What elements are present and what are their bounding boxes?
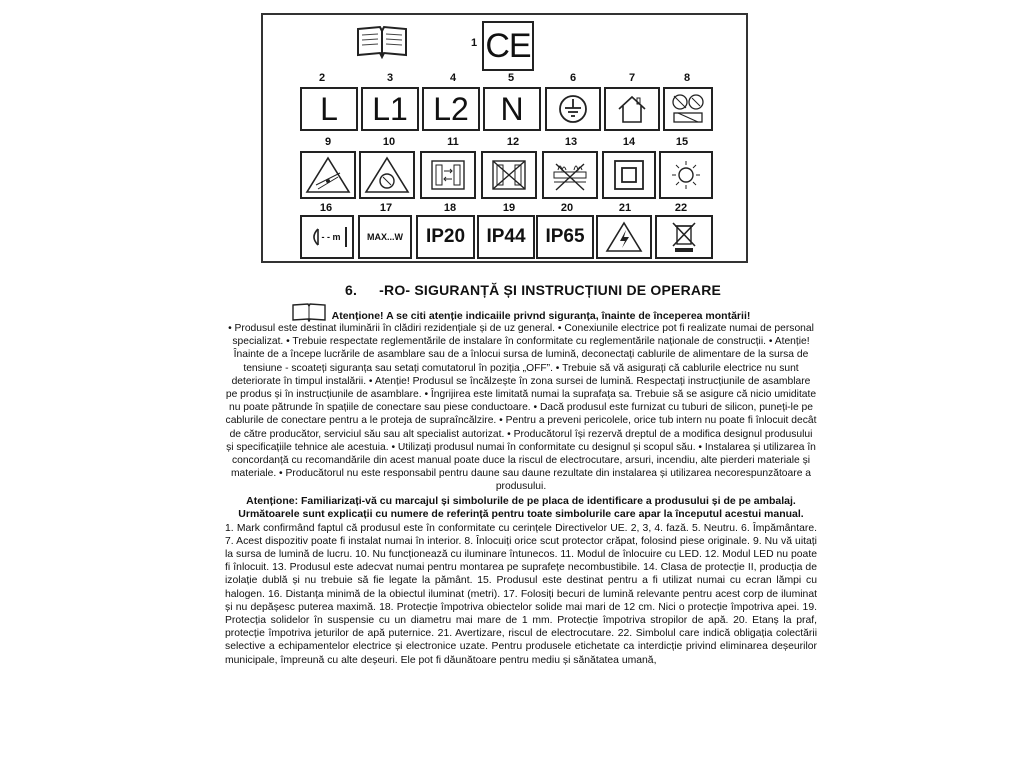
phase-l-text: L — [320, 90, 338, 127]
house-icon — [604, 87, 660, 131]
symbol-number: 12 — [506, 136, 520, 148]
symbol-number: 22 — [674, 202, 688, 214]
electric-shock-warning-icon — [596, 215, 652, 259]
phase-l2-symbol — [422, 87, 480, 131]
neutral-symbol — [483, 87, 541, 131]
symbol-explanations: 1. Mark confirmând faptul că produsul este în conformitate cu cerințele Directivelor UE. 2, 3, 4. fază. 5. Neutru. 6. Împământare. 7. Acest dispozitiv poate fi instalat numai în interior. 8. Înlocuiți orice scut protector crăpat, folosind piese originale. 9. Nu vă uitați la sursa de lumină de lucru. 10. Nu funcționează cu iluminare întunecos. 11. Modul de înlocuire cu LED. 12. Modul LED nu poate fi înlocuit. 13. Produsul este adecvat numai pentru montarea pe suprafețe necombustibile. 14. Clasa de protecție II, producția de izolație dublă și nu trebuie să fie legate la pământ. 15. Produsul este destinat pentru a fi utilizat numai cu ecran lămpi cu halogen. 16. Distanța minimă de la obiectul iluminat (metri). 17. Folosiți becuri de lumină relevante pentru acest corp de iluminat și nu depășesc puterea maximă. 18. Protecție împotriva obiectelor solide mai mari de 12 cm. Nici o protecție împotriva apei. 19. Protecția solidelor în suspensie cu un diametru mai mare de 1 mm. Protecție împotriva stropilor de apă. 20. Etanș la praf, protecție împotriva jeturilor de apă puternice. 21. Avertizare, riscul de electrocutare. 22. Simbolul care indică obligația colectării selective a echipamentelor electrice și electronice uzate. Pentru produsele etichetate ca interdicție privind eliminarea deșeurilor municipale, împreună cu alte deșeuri. Ele pot fi dăunătoare pentru mediu și sănătatea umană, — [225, 522, 817, 666]
ip44-text: IP44 — [486, 226, 526, 247]
non-replaceable-led-icon — [481, 151, 537, 199]
ip44-symbol — [477, 215, 535, 259]
phase-l1-symbol — [361, 87, 419, 131]
flammable-surface-warning-icon — [300, 151, 356, 199]
symbol-number: 9 — [324, 136, 332, 148]
double-insulation-icon — [602, 151, 656, 199]
symbols-notice: Atențione: Familiarizați-vă cu marcajul și simbolurile de pe placa de identificare a produsului și de pe ambalaj. Următoarele sunt explicații cu numere de referință pentru toate simbolurile care apar la începutul acestui manual. — [238, 494, 804, 520]
symbol-panel — [261, 13, 748, 263]
symbol-number: 2 — [318, 72, 326, 84]
symbol-number: 1 — [470, 37, 478, 49]
warning-text: Atențione! A se citi atenție indicaiile privnd siguranța, înainte de începerea montării! — [331, 310, 751, 322]
symbol-number: 3 — [386, 72, 394, 84]
bar-icon — [345, 227, 347, 247]
ip65-text: IP65 — [545, 226, 585, 247]
protective-screen-icon — [659, 151, 713, 199]
ground-icon — [545, 87, 601, 131]
broken-glass-icon — [663, 87, 713, 131]
symbol-number: 20 — [560, 202, 574, 214]
ce-mark-symbol — [482, 21, 534, 71]
section-title — [345, 282, 817, 298]
phase-l1-text: L1 — [372, 90, 408, 127]
safety-paragraph: • Produsul este destinat iluminării în clădiri rezidențiale și de uz general. • Conexiunile electrice pot fi realizate numai de personal specializat. • Trebuie respectate reglementările de instalare în conformitate cu reglementările naționale de construcții. • Atenție! Înainte de a începe lucrările de asamblare sau de a înlocui sursa de lumină, deconectați cablurile de alimentare de la sursa de tensiune - scoateți siguranța sau setați comutatorul în poziția „OFF”. • Trebuie să vă asigurați că cablurile electrice nu sunt deteriorate în timpul instalării. • Atenție! Produsul se încălzește în zona sursei de lumină. Respectați instrucțiunile de asamblare pe produs și în instrucțiunile de asamblare. • Îngrijirea este limitată numai la suprafața sa. Trebuie să se asigure că nicio umiditate nu poate pătrunde în spațiile de conectare sau piese conductoare. • Dacă produsul este furnizat cu tuburi de silicon, puneți-le pe cablurile de conectare pentru a le proteja de supraîncălzire. • Pentru a preveni pericolele, orice tub intern nu poate fi înlocuit decât de către producător, serviciul său sau alt specialist autorizat. • Producătorul își rezervă dreptul de a modifica designul produsului și specificațiile tehnice ale acestuia. • Utilizați produsul numai în conformitate cu designul și scopul său. • Instalarea și utilizarea în concordanță cu recomandările din acest manual poate duce la riscul de electrocutare, arsuri, incendiu, alte pierderi materiale și materiale. • Producătorul nu este responsabil pentru daune sau daune rezultate din instalarea și utilizarea necorespunzătoare a produsului. — [225, 323, 817, 493]
symbol-number: 13 — [564, 136, 578, 148]
phase-l2-text: L2 — [433, 90, 469, 127]
max-wattage-text: MAX...W — [367, 232, 403, 242]
neutral-text: N — [500, 90, 524, 127]
min-distance-text: - - m — [321, 232, 341, 242]
manual-book-icon — [356, 23, 408, 59]
symbol-number: 16 — [319, 202, 333, 214]
section-number: 6. — [345, 282, 358, 298]
hot-surface-warning-icon — [359, 151, 415, 199]
ip65-symbol — [536, 215, 594, 259]
crossed-bin-icon — [655, 215, 713, 259]
ce-mark-text: CE — [485, 26, 531, 65]
phase-l-symbol — [300, 87, 358, 131]
symbol-number: 4 — [449, 72, 457, 84]
symbol-number: 17 — [379, 202, 393, 214]
symbol-number: 21 — [618, 202, 632, 214]
not-for-normal-flammable-surface-icon — [542, 151, 598, 199]
replaceable-led-icon — [420, 151, 476, 199]
symbol-number: 18 — [443, 202, 457, 214]
symbol-number: 8 — [683, 72, 691, 84]
warning-line — [225, 302, 817, 322]
section-heading: -RO- SIGURANȚĂ ȘI INSTRUCȚIUNI DE OPERARE — [379, 282, 722, 298]
symbol-number: 11 — [447, 136, 459, 148]
symbol-number: 10 — [382, 136, 396, 148]
symbol-number: 7 — [628, 72, 636, 84]
manual-book-icon — [292, 302, 326, 322]
symbol-number: 5 — [507, 72, 515, 84]
symbol-number: 15 — [675, 136, 689, 148]
symbol-number: 6 — [569, 72, 577, 84]
symbol-number: 19 — [502, 202, 516, 214]
document-text — [225, 282, 817, 667]
max-wattage-symbol — [358, 215, 412, 259]
ip20-symbol — [416, 215, 475, 259]
ip20-text: IP20 — [425, 226, 466, 247]
min-distance-symbol — [300, 215, 354, 259]
symbol-number: 14 — [622, 136, 636, 148]
